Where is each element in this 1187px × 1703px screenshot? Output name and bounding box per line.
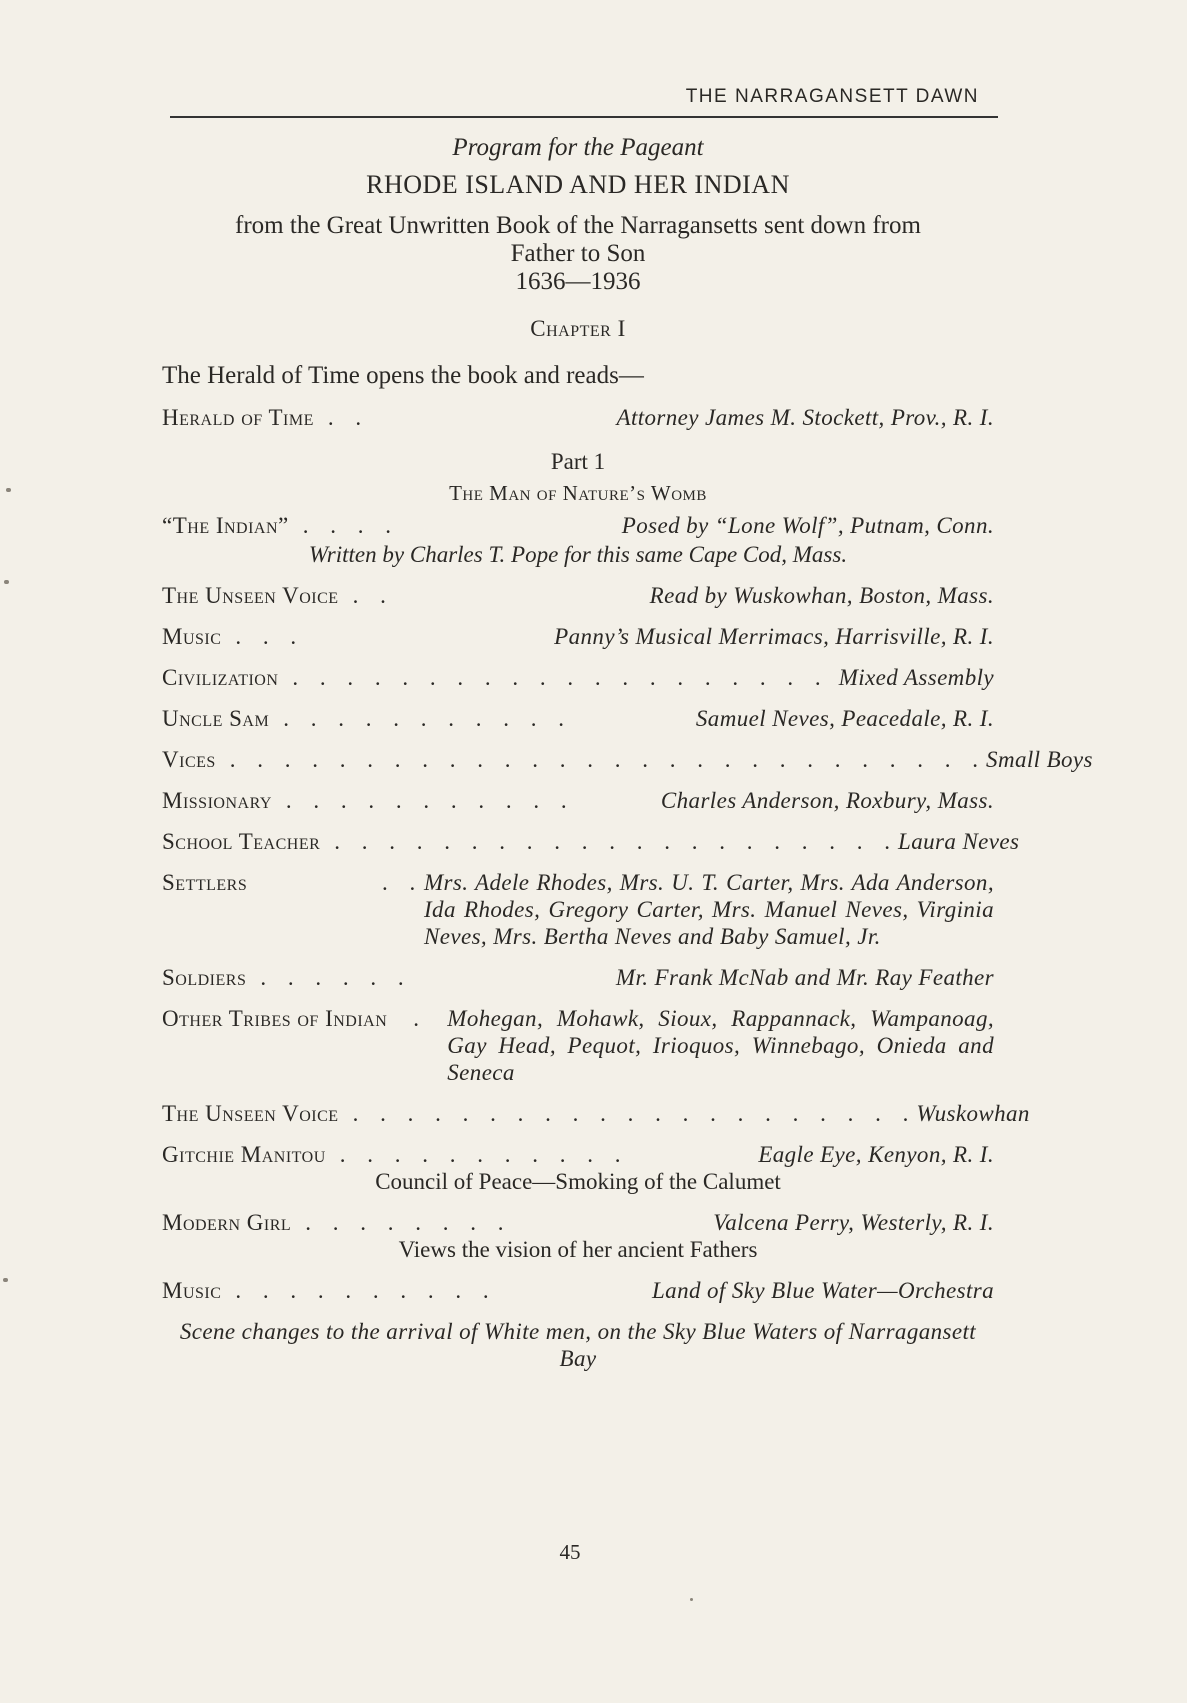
cast-name: Laura Neves [898,829,1020,854]
cast-row-modern-girl [162,1209,994,1236]
role-label: The Unseen Voice [162,583,339,608]
cast-name: Posed by “Lone Wolf”, Putnam, Conn. [621,513,994,538]
cast-row-other-tribes [162,1005,994,1086]
cast-name: Mohegan, Mohawk, Sioux, Rappannack, Wampanoag, Gay Head, Pequot, Irioquos, Winnebago, Onieda and Seneca [447,1006,994,1085]
subtitle-line-2: Father to Son [510,240,646,267]
chapter-intro: The Herald of Time opens the book and reads— [162,362,644,389]
program-dates: 1636—1936 [515,268,641,295]
leader-dots: . . [352,583,394,608]
cast-name: Mrs. Adele Rhodes, Mrs. U. T. Carter, Mrs. Ada Anderson, Ida Rhodes, Gregory Carter, Mrs. Manuel Neves, Virginia Neves, Mrs. Bertha Neves and Baby Samuel, Jr. [424,870,994,949]
program-content [162,132,1093,1372]
cast-row-gitchie-manitou [162,1141,994,1168]
role-label: Civilization [162,665,279,690]
role-label: Settlers [162,870,248,895]
leader-dots: . . . . . . . . . . . . . . . . . . . . . [334,829,899,854]
leader-dots: . [413,1006,428,1031]
paper-speck [690,1598,693,1601]
role-label: Gitchie Manitou [162,1142,326,1167]
subtitle-line-1: from the Great Unwritten Book of the Narragansetts sent down from [235,212,921,239]
program-label: Program for the Pageant [452,134,704,161]
cast-row-music-1 [162,623,994,650]
role-label: Uncle Sam [162,706,270,731]
role-label: Vices [162,747,216,772]
role-label: School Teacher [162,829,321,854]
leader-dots: . . [327,405,370,430]
paper-speck [6,488,11,492]
leader-dots: . . . . . . . . . . . . . . . . . . . . . [352,1101,917,1126]
cast-row-civilization [162,664,994,691]
role-label: Other Tribes of Indian [162,1006,388,1031]
role-label: “The Indian” [162,513,289,538]
leader-dots: . . . . . . . . . . . . . . . . . . . . [292,665,829,690]
modern-girl-note: Views the vision of her ancient Fathers [398,1237,758,1262]
role-label: Music [162,1278,222,1303]
pageant-title: RHODE ISLAND AND HER INDIAN [366,170,790,199]
cast-row-music-2 [162,1277,994,1304]
role-label: Soldiers [162,965,247,990]
indian-note: Written by Charles T. Pope for this same Cape Cod, Mass. [308,542,848,567]
role-label: Modern Girl [162,1210,292,1235]
cast-row-unseen-voice-2 [162,1100,1030,1127]
role-label: Missionary [162,788,272,813]
leader-dots: . . . . . . [260,965,412,990]
paper-speck [4,580,9,584]
cast-row-missionary [162,787,994,814]
role-label: The Unseen Voice [162,1101,339,1126]
cast-row-herald [162,404,994,431]
cast-name: Wuskowhan [916,1101,1030,1126]
page-number: 45 [559,1540,581,1564]
cast-name: Eagle Eye, Kenyon, R. I. [758,1142,994,1167]
cast-name: Mixed Assembly [838,665,994,690]
cast-name: Small Boys [986,747,1093,772]
cast-name: Valcena Perry, Westerly, R. I. [713,1210,994,1235]
leader-dots: . . . . . . . . . . . [283,706,572,731]
part-title: The Man of Nature’s Womb [449,481,707,505]
chapter-heading: Chapter I [530,316,626,341]
cast-name: Attorney James M. Stockett, Prov., R. I. [616,405,994,430]
part-heading: Part 1 [550,449,606,474]
cast-row-school-teacher [162,828,1020,855]
leader-dots: . . . . . . . . . . [235,1278,497,1303]
leader-dots: . . [382,870,424,895]
cast-row-unseen-voice-1 [162,582,994,609]
cast-name: Land of Sky Blue Water—Orchestra [651,1278,994,1303]
leader-dots: . . . . . . . . [305,1210,512,1235]
cast-name: Mr. Frank McNab and Mr. Ray Feather [615,965,994,990]
leader-dots: . . . . . . . . . . . [339,1142,629,1167]
cast-row-uncle-sam [162,705,994,732]
scene-change-note: Scene changes to the arrival of White men, on the Sky Blue Waters of Narragansett Bay [179,1319,977,1371]
running-head: THE NARRAGANSETT DAWN [685,86,979,107]
header-rule [170,116,998,118]
cast-row-soldiers [162,964,994,991]
role-label: Herald of Time [162,405,314,430]
leader-dots: . . . . . . . . . . . . . . . . . . . . . . . . . . . . [229,747,987,772]
cast-name: Panny’s Musical Merrimacs, Harrisville, R. I. [554,624,994,649]
cast-row-indian [162,512,994,539]
leader-dots: . . . . [302,513,400,538]
cast-name: Charles Anderson, Roxbury, Mass. [660,788,994,813]
cast-name: Read by Wuskowhan, Boston, Mass. [649,583,994,608]
leader-dots: . . . . . . . . . . . [285,788,575,813]
role-label: Music [162,624,222,649]
council-note: Council of Peace—Smoking of the Calumet [375,1169,781,1194]
cast-name: Samuel Neves, Peacedale, R. I. [695,706,994,731]
cast-row-settlers [162,869,994,950]
leader-dots: . . . [235,624,305,649]
cast-row-vices [162,746,1093,773]
paper-speck [3,1278,8,1282]
